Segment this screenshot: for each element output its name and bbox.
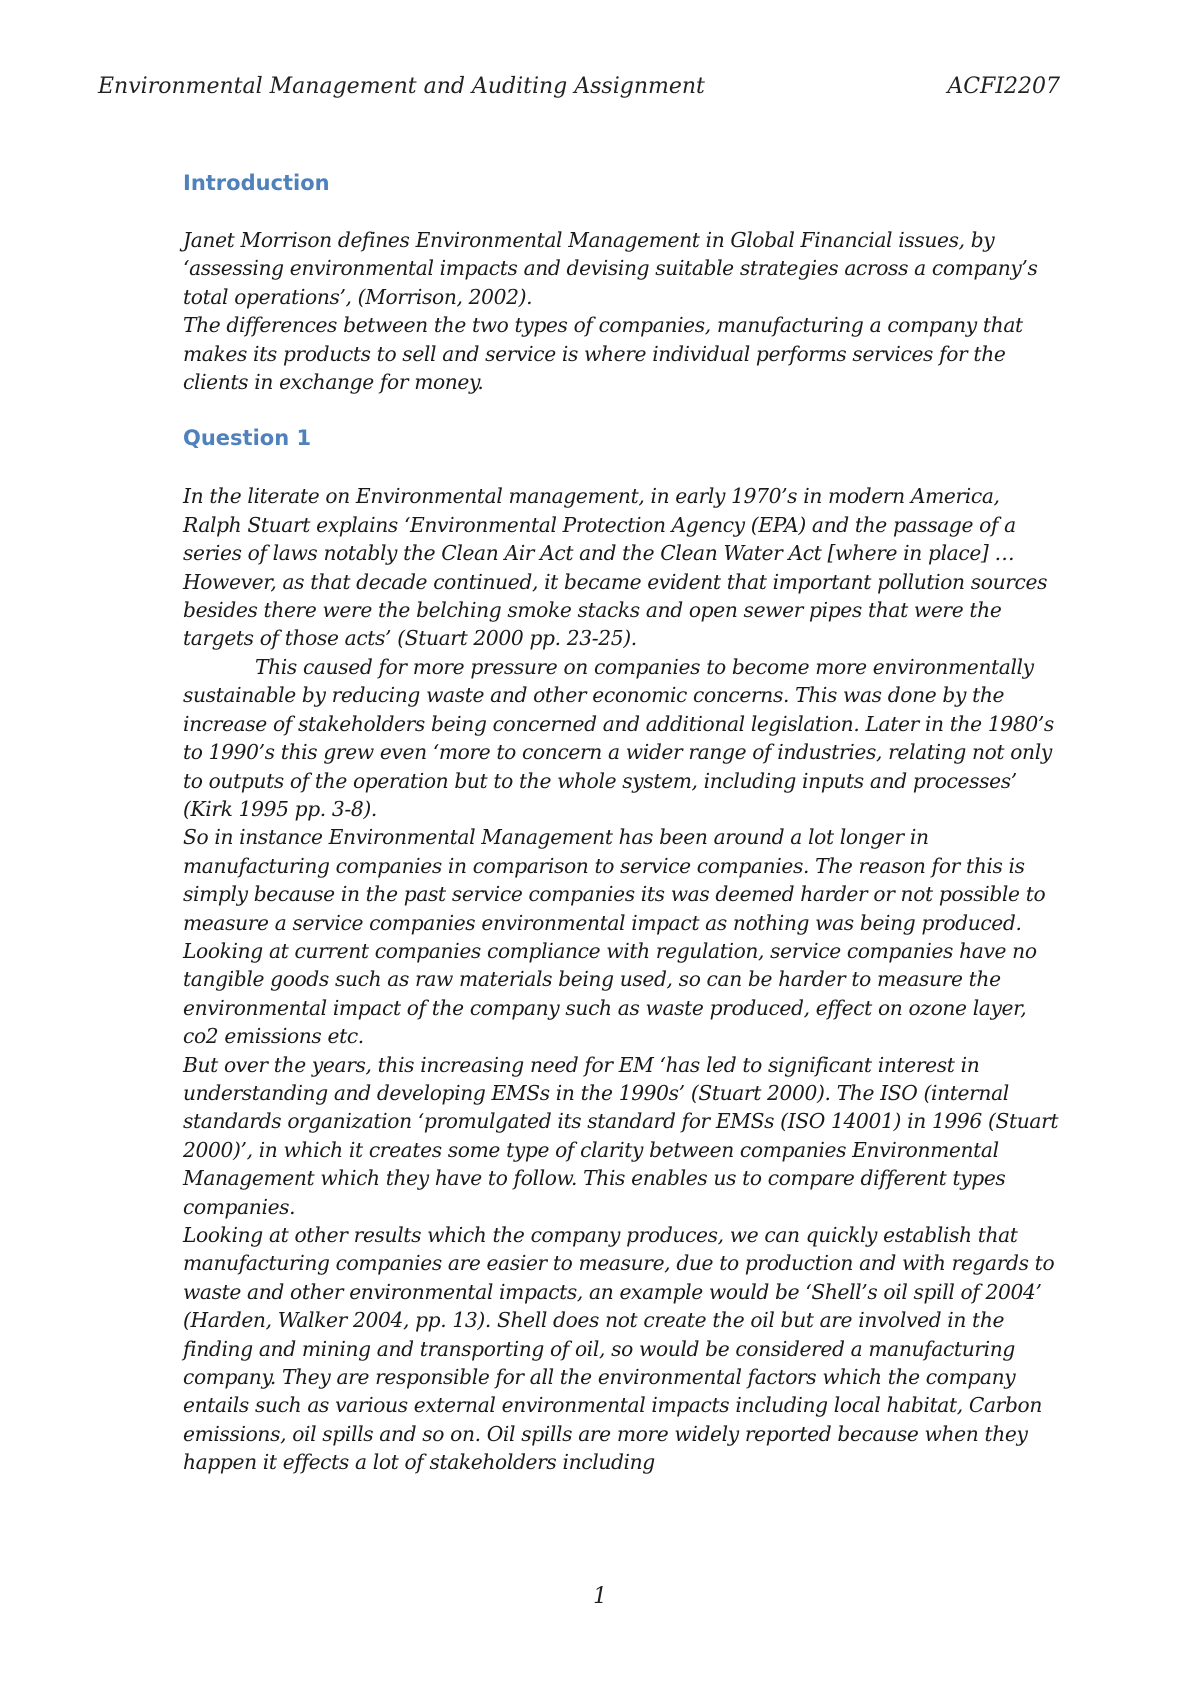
paragraph: Looking at current companies compliance with regulation, service companies have no tangible goods such as raw materials being used, so can be harder to measure the environmental impact of the company such as waste produced, effect on ozone layer, co2 emissions etc. bbox=[183, 938, 1037, 1049]
paragraph: So in instance Environmental Management has been around a lot longer in manufacturing companies in comparison to service companies. The reason for this is simply because in the past service companies its was deemed harder or not possible to measure a service companies environmental impact as nothing was being produced. bbox=[183, 825, 1046, 935]
section-heading-question-1: Question 1 bbox=[183, 426, 312, 451]
paragraph: The differences between the two types of companies, manufacturing a company that makes its products to sell and service is where individual performs services for the clients in exchange for money. bbox=[183, 313, 1023, 395]
paragraph: But over the years, this increasing need for EM ‘has led to significant interest in understanding and developing EMSs in the 1990s’ (Stuart 2000). The ISO (internal standards organization ‘promulgated its standard for EMSs (ISO 14001) in 1996 (Stuart 2000)’, in which it creates some type of clarity between companies Environmental Management which they have to follow. This enables us to compare different types companies. bbox=[183, 1052, 1059, 1219]
course-code: ACFI2207 bbox=[947, 74, 1060, 99]
paragraph: Janet Morrison defines Environmental Management in Global Financial issues, by ‘assessing environmental impacts and devising suitable strategies across a company’s total operations’, (Morrison, 2002). bbox=[183, 228, 1038, 309]
paragraph: This caused for more pressure on companies to become more environmentally sustainable by reducing waste and other economic concerns. This was done by the increase of stakeholders being concerned and additional legislation. Later in the 1980’s to 1990’s this grew even ‘more to concern a wider range of industries, relating not only to outputs of the operation but to the whole system, including inputs and processes’ (Kirk 1995 pp. 3-8). bbox=[183, 654, 1054, 821]
page-number: 1 bbox=[593, 1584, 607, 1609]
section-heading-introduction: Introduction bbox=[183, 171, 330, 195]
question-1-body bbox=[183, 482, 1063, 1476]
document-title: Environmental Management and Auditing Assignment bbox=[98, 74, 705, 99]
paragraph: Looking at other results which the company produces, we can quickly establish that manufacturing companies are easier to measure, due to production and with regards to waste and other environmental impacts, an example would be ‘Shell’s oil spill of 2004’ (Harden, Walker 2004, pp. 13). Shell does not create the oil but are involved in the finding and mining and transporting of oil, so would be considered a manufacturing company. They are responsible for all the environmental factors which the company entails such as various external environmental impacts including local habitat, Carbon emissions, oil spills and so on. Oil spills are more widely reported because when they happen it effects a lot of stakeholders including bbox=[183, 1223, 1055, 1475]
document-body bbox=[183, 168, 1063, 1477]
page-header bbox=[98, 72, 1060, 102]
paragraph: In the literate on Environmental management, in early 1970’s in modern America, Ralph Stuart explains ‘Environmental Protection Agency (EPA) and the passage of a series of laws notably the Clean Air Act and the Clean Water Act [where in place] …However, as that decade continued, it became evident that important pollution sources besides there were the belching smoke stacks and open sewer pipes that were the targets of those acts’ (Stuart 2000 pp. 23-25). bbox=[183, 484, 1048, 651]
introduction-body bbox=[183, 226, 1063, 396]
